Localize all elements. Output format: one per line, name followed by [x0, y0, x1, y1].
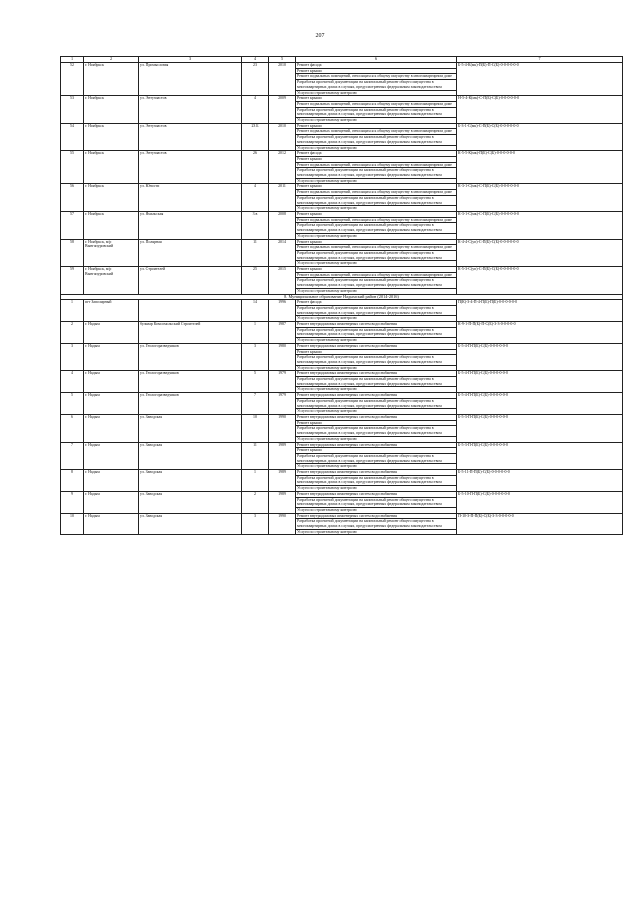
- house-cell: 7: [242, 393, 269, 415]
- code-cell: Б-5-10-П-П(Б)-С(Б)-0-0-0-0-0-0: [457, 491, 623, 513]
- work-type-cell: Услуги по строительному контролю: [296, 261, 457, 267]
- street-cell: ул. Юности: [139, 184, 242, 212]
- city-cell: г. Надым: [84, 371, 139, 393]
- work-type-cell: Разработка проектной документации на капитальный ремонт общего имущества в многоквартирных домах в случаях, предусмотренных федеральным законодательством: [296, 519, 457, 529]
- code-cell: Б-5-4-П-П(Б)-С(Б)-0-0-0-0-0-0: [457, 371, 623, 393]
- work-type-cell: Услуги по строительному контролю: [296, 316, 457, 322]
- work-type-cell: Услуги по строительному контролю: [296, 387, 457, 393]
- work-type-cell: Услуги по строительному контролю: [296, 529, 457, 535]
- city-cell: г. Надым: [84, 393, 139, 415]
- work-type-cell: Разработка проектной документации на капитальный ремонт общего имущества в многоквартирных домах в случаях, предусмотренных федеральным законодательством: [296, 168, 457, 178]
- year-cell: 1989: [269, 470, 296, 492]
- work-type-cell: Разработка проектной документации на капитальный ремонт общего имущества в многоквартирных домах в случаях, предусмотренных федеральным законодательством: [296, 305, 457, 315]
- code-cell: К-5-5-К(мк)-П(Б)-С(Б)-0-0-0-0-0-0: [457, 151, 623, 184]
- work-type-cell: Разработка проектной документации на капитальный ремонт общего имущества в многоквартирных домах в случаях, предусмотренных федеральным законодательством: [296, 278, 457, 288]
- house-cell: 11: [242, 239, 269, 267]
- table-row: [61, 513, 623, 519]
- work-type-cell: Ремонт подвальных помещений, относящихся к общему имуществу в многоквартирном доме: [296, 129, 457, 135]
- code-cell: П(К)-3-4-П-4-П(Б)-П(Б)-0-0-0-0-0-0: [457, 300, 623, 322]
- street-cell: [139, 300, 242, 322]
- page-number: 207: [315, 33, 325, 39]
- street-cell: ул. Заводская: [139, 415, 242, 443]
- work-type-cell: Ремонт крыши: [296, 211, 457, 217]
- table-row: [61, 371, 623, 377]
- year-cell: 2010: [269, 63, 296, 96]
- house-cell: 14: [242, 300, 269, 322]
- row-number: 52: [61, 63, 84, 96]
- street-cell: ул. Заводская: [139, 442, 242, 470]
- table-row: [61, 442, 623, 448]
- work-type-cell: Ремонт подвальных помещений, относящихся к общему имуществу в многоквартирном доме: [296, 74, 457, 80]
- work-type-cell: Ремонт крыши: [296, 267, 457, 273]
- row-number: 53: [61, 96, 84, 124]
- street-cell: ул. Заводская: [139, 491, 242, 513]
- house-cell: 4: [242, 96, 269, 124]
- work-type-cell: Разработка проектной документации на капитальный ремонт общего имущества в многоквартирных домах в случаях, предусмотренных федеральным законодательством: [296, 135, 457, 145]
- row-number: 54: [61, 123, 84, 151]
- house-cell: 3 в: [242, 211, 269, 239]
- work-type-cell: Ремонт подвальных помещений, относящихся к общему имуществу в многоквартирном доме: [296, 245, 457, 251]
- work-type-cell: Ремонт подвальных помещений, относящихся к общему имуществу в многоквартирном доме: [296, 101, 457, 107]
- house-cell: 1: [242, 322, 269, 344]
- work-type-cell: Услуги по строительному контролю: [296, 145, 457, 151]
- col-header: 7: [457, 57, 623, 63]
- work-type-cell: Разработка проектной документации на капитальный ремонт общего имущества в многоквартирных домах в случаях, предусмотренных федеральным законодательством: [296, 223, 457, 233]
- work-type-cell: Ремонт крыши: [296, 239, 457, 245]
- col-header: 1: [61, 57, 84, 63]
- row-number: 10: [61, 513, 84, 535]
- city-cell: г. Ноябрьск: [84, 184, 139, 212]
- house-cell: 5: [242, 371, 269, 393]
- work-type-cell: Услуги по строительному контролю: [296, 90, 457, 96]
- house-cell: 3: [242, 513, 269, 535]
- year-cell: 1989: [269, 491, 296, 513]
- city-cell: г. Надым: [84, 513, 139, 535]
- work-type-cell: Услуги по строительному контролю: [296, 365, 457, 371]
- house-cell: 3: [242, 343, 269, 371]
- city-cell: г. Ноябрьск: [84, 63, 139, 96]
- table-row: [61, 415, 623, 421]
- work-type-cell: Разработка проектной документации на капитальный ремонт общего имущества в многоквартирных домах в случаях, предусмотренных федеральным законодательством: [296, 453, 457, 463]
- year-cell: 1979: [269, 371, 296, 393]
- row-number: 58: [61, 239, 84, 267]
- year-cell: 1996: [269, 300, 296, 322]
- row-number: 5: [61, 393, 84, 415]
- work-type-cell: Разработка проектной документации на капитальный ремонт общего имущества в многоквартирных домах в случаях, предусмотренных федеральным законодательством: [296, 377, 457, 387]
- work-type-cell: Ремонт подвальных помещений, относящихся к общему имуществу в многоквартирном доме: [296, 190, 457, 196]
- row-number: 4: [61, 371, 84, 393]
- year-cell: 2010: [269, 123, 296, 151]
- work-type-cell: Разработка проектной документации на капитальный ремонт общего имущества в многоквартирных домах в случаях, предусмотренных федеральным законодательством: [296, 80, 457, 90]
- work-type-cell: Ремонт внутридомовых инженерных систем водоснабжения: [296, 322, 457, 328]
- street-cell: ул. Энтузиастов: [139, 151, 242, 184]
- col-header: 2: [84, 57, 139, 63]
- year-cell: 2009: [269, 96, 296, 124]
- row-number: 6: [61, 415, 84, 443]
- work-type-cell: Разработка проектной документации на капитальный ремонт общего имущества в многоквартирных домах в случаях, предусмотренных федеральным законодательством: [296, 398, 457, 408]
- work-type-cell: Ремонт внутридомовых инженерных систем водоснабжения: [296, 442, 457, 448]
- work-type-cell: Ремонт крыши: [296, 349, 457, 355]
- table-body-nadym: [61, 300, 623, 535]
- work-type-cell: Ремонт крыши: [296, 96, 457, 102]
- year-cell: 1989: [269, 442, 296, 470]
- work-type-cell: Ремонт внутридомовых инженерных систем водоснабжения: [296, 415, 457, 421]
- code-cell: Б-5-4-П-П(Б)-С(Б)-0-0-0-0-0-0: [457, 343, 623, 371]
- code-cell: К-3-1-С(мк)-С-П(Б)-С(Б)-0-0-0-0-0-0: [457, 211, 623, 239]
- street-cell: ул. Энтузиастов: [139, 96, 242, 124]
- row-number: 8: [61, 470, 84, 492]
- col-header: 3: [139, 57, 242, 63]
- work-type-cell: Услуги по строительному контролю: [296, 288, 457, 294]
- work-type-cell: Ремонт внутридомовых инженерных систем водоснабжения: [296, 470, 457, 476]
- street-cell: ул. Строителей: [139, 267, 242, 295]
- city-cell: г. Надым: [84, 442, 139, 470]
- work-type-cell: Услуги по строительному контролю: [296, 233, 457, 239]
- row-number: 55: [61, 151, 84, 184]
- work-type-cell: Ремонт внутридомовых инженерных систем водоснабжения: [296, 343, 457, 349]
- city-cell: г. Ноябрьск, м/р Вынгапуровский: [84, 267, 139, 295]
- street-cell: ул. Ямальская: [139, 211, 242, 239]
- work-type-cell: Услуги по строительному контролю: [296, 178, 457, 184]
- house-cell: 23 Б: [242, 123, 269, 151]
- year-cell: 2015: [269, 267, 296, 295]
- work-type-cell: Ремонт крыши: [296, 184, 457, 190]
- street-cell: ул. Полярная: [139, 239, 242, 267]
- table-body-noyabrsk: [61, 63, 623, 295]
- city-cell: г. Ноябрьск, м/р Вынгапуровский: [84, 239, 139, 267]
- house-cell: 23: [242, 63, 269, 96]
- house-cell: 1: [242, 470, 269, 492]
- city-cell: г. Ноябрьск: [84, 123, 139, 151]
- work-type-cell: Ремонт крыши: [296, 156, 457, 162]
- work-type-cell: Услуги по строительному контролю: [296, 486, 457, 492]
- code-cell: К-3-1-С(мк)-С-П(Б)-С(Б)-0-0-0-0-0-0: [457, 184, 623, 212]
- street-cell: ул. Геологоразведчиков: [139, 343, 242, 371]
- code-cell: Б-3-1-С(мк)-С-П(Б)-С(Б)-0-0-0-0-0-0: [457, 123, 623, 151]
- work-type-cell: Ремонт крыши: [296, 123, 457, 129]
- street-cell: ул. Заводская: [139, 470, 242, 492]
- code-cell: Б-5-3-П-П(Б)-С(Б)-0-0-0-0-0-0: [457, 415, 623, 443]
- work-type-cell: Ремонт крыши: [296, 420, 457, 426]
- house-cell: 4: [242, 184, 269, 212]
- code-cell: К-9-1-П-П(Б)-П-С(Б)-3-3-0-0-0-0-0: [457, 322, 623, 344]
- row-number: 57: [61, 211, 84, 239]
- house-cell: 11: [242, 442, 269, 470]
- repair-program-table: [60, 56, 623, 535]
- work-type-cell: Услуги по строительному контролю: [296, 436, 457, 442]
- code-cell: П-10-3-П-П(Б)-С(Б)-3-3-0-0-0-0-0: [457, 513, 623, 535]
- house-cell: 2: [242, 491, 269, 513]
- work-type-cell: Услуги по строительному контролю: [296, 338, 457, 344]
- work-type-cell: Ремонт внутридомовых инженерных систем водоснабжения: [296, 513, 457, 519]
- table-row: [61, 343, 623, 349]
- work-type-cell: Услуги по строительному контролю: [296, 409, 457, 415]
- code-cell: Б-5-3-П-П(Б)-С(Б)-0-0-0-0-0-0: [457, 442, 623, 470]
- street-cell: ул. Геологоразведчиков: [139, 371, 242, 393]
- work-type-cell: Ремонт подвальных помещений, относящихся к общему имуществу в многоквартирном доме: [296, 272, 457, 278]
- work-type-cell: Услуги по строительному контролю: [296, 464, 457, 470]
- table-row: [61, 470, 623, 476]
- code-cell: Б-5-4-П-П(Б)-С(Б)-0-0-0-0-0-0: [457, 393, 623, 415]
- work-type-cell: Разработка проектной документации на капитальный ремонт общего имущества в многоквартирных домах в случаях, предусмотренных федеральным законодательством: [296, 327, 457, 337]
- work-type-cell: Ремонт фасада: [296, 151, 457, 157]
- house-cell: 25: [242, 267, 269, 295]
- year-cell: 2008: [269, 211, 296, 239]
- year-cell: 2012: [269, 151, 296, 184]
- row-number: 56: [61, 184, 84, 212]
- year-cell: 1990: [269, 415, 296, 443]
- city-cell: г. Надым: [84, 415, 139, 443]
- work-type-cell: Ремонт подвальных помещений, относящихся к общему имуществу в многоквартирном доме: [296, 217, 457, 223]
- work-type-cell: Ремонт фасада: [296, 63, 457, 69]
- work-type-cell: Разработка проектной документации на капитальный ремонт общего имущества в многоквартирных домах в случаях, предусмотренных федеральным законодательством: [296, 250, 457, 260]
- work-type-cell: Разработка проектной документации на капитальный ремонт общего имущества в многоквартирных домах в случаях, предусмотренных федеральным законодательством: [296, 426, 457, 436]
- street-cell: ул. Заводская: [139, 513, 242, 535]
- city-cell: г. Ноябрьск: [84, 96, 139, 124]
- city-cell: г. Надым: [84, 470, 139, 492]
- year-cell: 1979: [269, 393, 296, 415]
- street-cell: бульвар Комсомольский Строителей: [139, 322, 242, 344]
- row-number: 1: [61, 300, 84, 322]
- work-type-cell: Ремонт крыши: [296, 68, 457, 74]
- code-cell: Н-5-4-К(мк)-С-П(Б)-С(Б)-0-0-0-0-0-0: [457, 96, 623, 124]
- col-header: 5: [269, 57, 296, 63]
- col-header: 6: [296, 57, 457, 63]
- work-type-cell: Разработка проектной документации на капитальный ремонт общего имущества в многоквартирных домах в случаях, предусмотренных федеральным законодательством: [296, 195, 457, 205]
- year-cell: 2014: [269, 239, 296, 267]
- city-cell: г. Надым: [84, 343, 139, 371]
- work-type-cell: Ремонт подвальных помещений, относящихся к общему имуществу в многоквартирном доме: [296, 162, 457, 168]
- code-cell: К-5-3-С(уп)-С-П(Б)-С(Б)-0-0-0-0-0-0: [457, 267, 623, 295]
- table-row: [61, 491, 623, 497]
- year-cell: 1987: [269, 322, 296, 344]
- code-cell: К-4-4-С(уп)-С-П(Б)-С(Б)-0-0-0-0-0-0: [457, 239, 623, 267]
- row-number: 3: [61, 343, 84, 371]
- city-cell: г. Ноябрьск: [84, 211, 139, 239]
- code-cell: Б-5-11-П-П(Б)-С(Б)-0-0-0-0-0-0: [457, 470, 623, 492]
- city-cell: пгт Заполярный: [84, 300, 139, 322]
- work-type-cell: Услуги по строительному контролю: [296, 507, 457, 513]
- year-cell: 2011: [269, 184, 296, 212]
- work-type-cell: Ремонт фасада: [296, 300, 457, 306]
- city-cell: г. Надым: [84, 491, 139, 513]
- street-cell: ул. Промысловая: [139, 63, 242, 96]
- work-type-cell: Услуги по строительному контролю: [296, 118, 457, 124]
- street-cell: ул. Энтузиастов: [139, 123, 242, 151]
- city-cell: г. Ноябрьск: [84, 151, 139, 184]
- work-type-cell: Ремонт внутридомовых инженерных систем водоснабжения: [296, 371, 457, 377]
- work-type-cell: Ремонт внутридомовых инженерных систем водоснабжения: [296, 491, 457, 497]
- house-cell: 26: [242, 151, 269, 184]
- work-type-cell: Разработка проектной документации на капитальный ремонт общего имущества в многоквартирных домах в случаях, предусмотренных федеральным законодательством: [296, 107, 457, 117]
- year-cell: 1990: [269, 513, 296, 535]
- row-number: 59: [61, 267, 84, 295]
- table-row: [61, 393, 623, 399]
- work-type-cell: Разработка проектной документации на капитальный ремонт общего имущества в многоквартирных домах в случаях, предусмотренных федеральным законодательством: [296, 355, 457, 365]
- work-type-cell: Услуги по строительному контролю: [296, 206, 457, 212]
- row-number: 7: [61, 442, 84, 470]
- year-cell: 1980: [269, 343, 296, 371]
- section-title: 8. Муниципальное образование Надымский район (2014-2016): [61, 294, 623, 300]
- col-header: 4: [242, 57, 269, 63]
- street-cell: ул. Геологоразведчиков: [139, 393, 242, 415]
- work-type-cell: Ремонт внутридомовых инженерных систем водоснабжения: [296, 393, 457, 399]
- table-row: [61, 322, 623, 328]
- code-cell: Б-5-4-К(мк)-П(Б)-П-С(Б)-0-0-0-0-0-0: [457, 63, 623, 96]
- work-type-cell: Разработка проектной документации на капитальный ремонт общего имущества в многоквартирных домах в случаях, предусмотренных федеральным законодательством: [296, 475, 457, 485]
- work-type-cell: Ремонт крыши: [296, 448, 457, 454]
- work-type-cell: Разработка проектной документации на капитальный ремонт общего имущества в многоквартирных домах в случаях, предусмотренных федеральным законодательством: [296, 497, 457, 507]
- row-number: 9: [61, 491, 84, 513]
- house-cell: 10: [242, 415, 269, 443]
- row-number: 2: [61, 322, 84, 344]
- city-cell: г. Надым: [84, 322, 139, 344]
